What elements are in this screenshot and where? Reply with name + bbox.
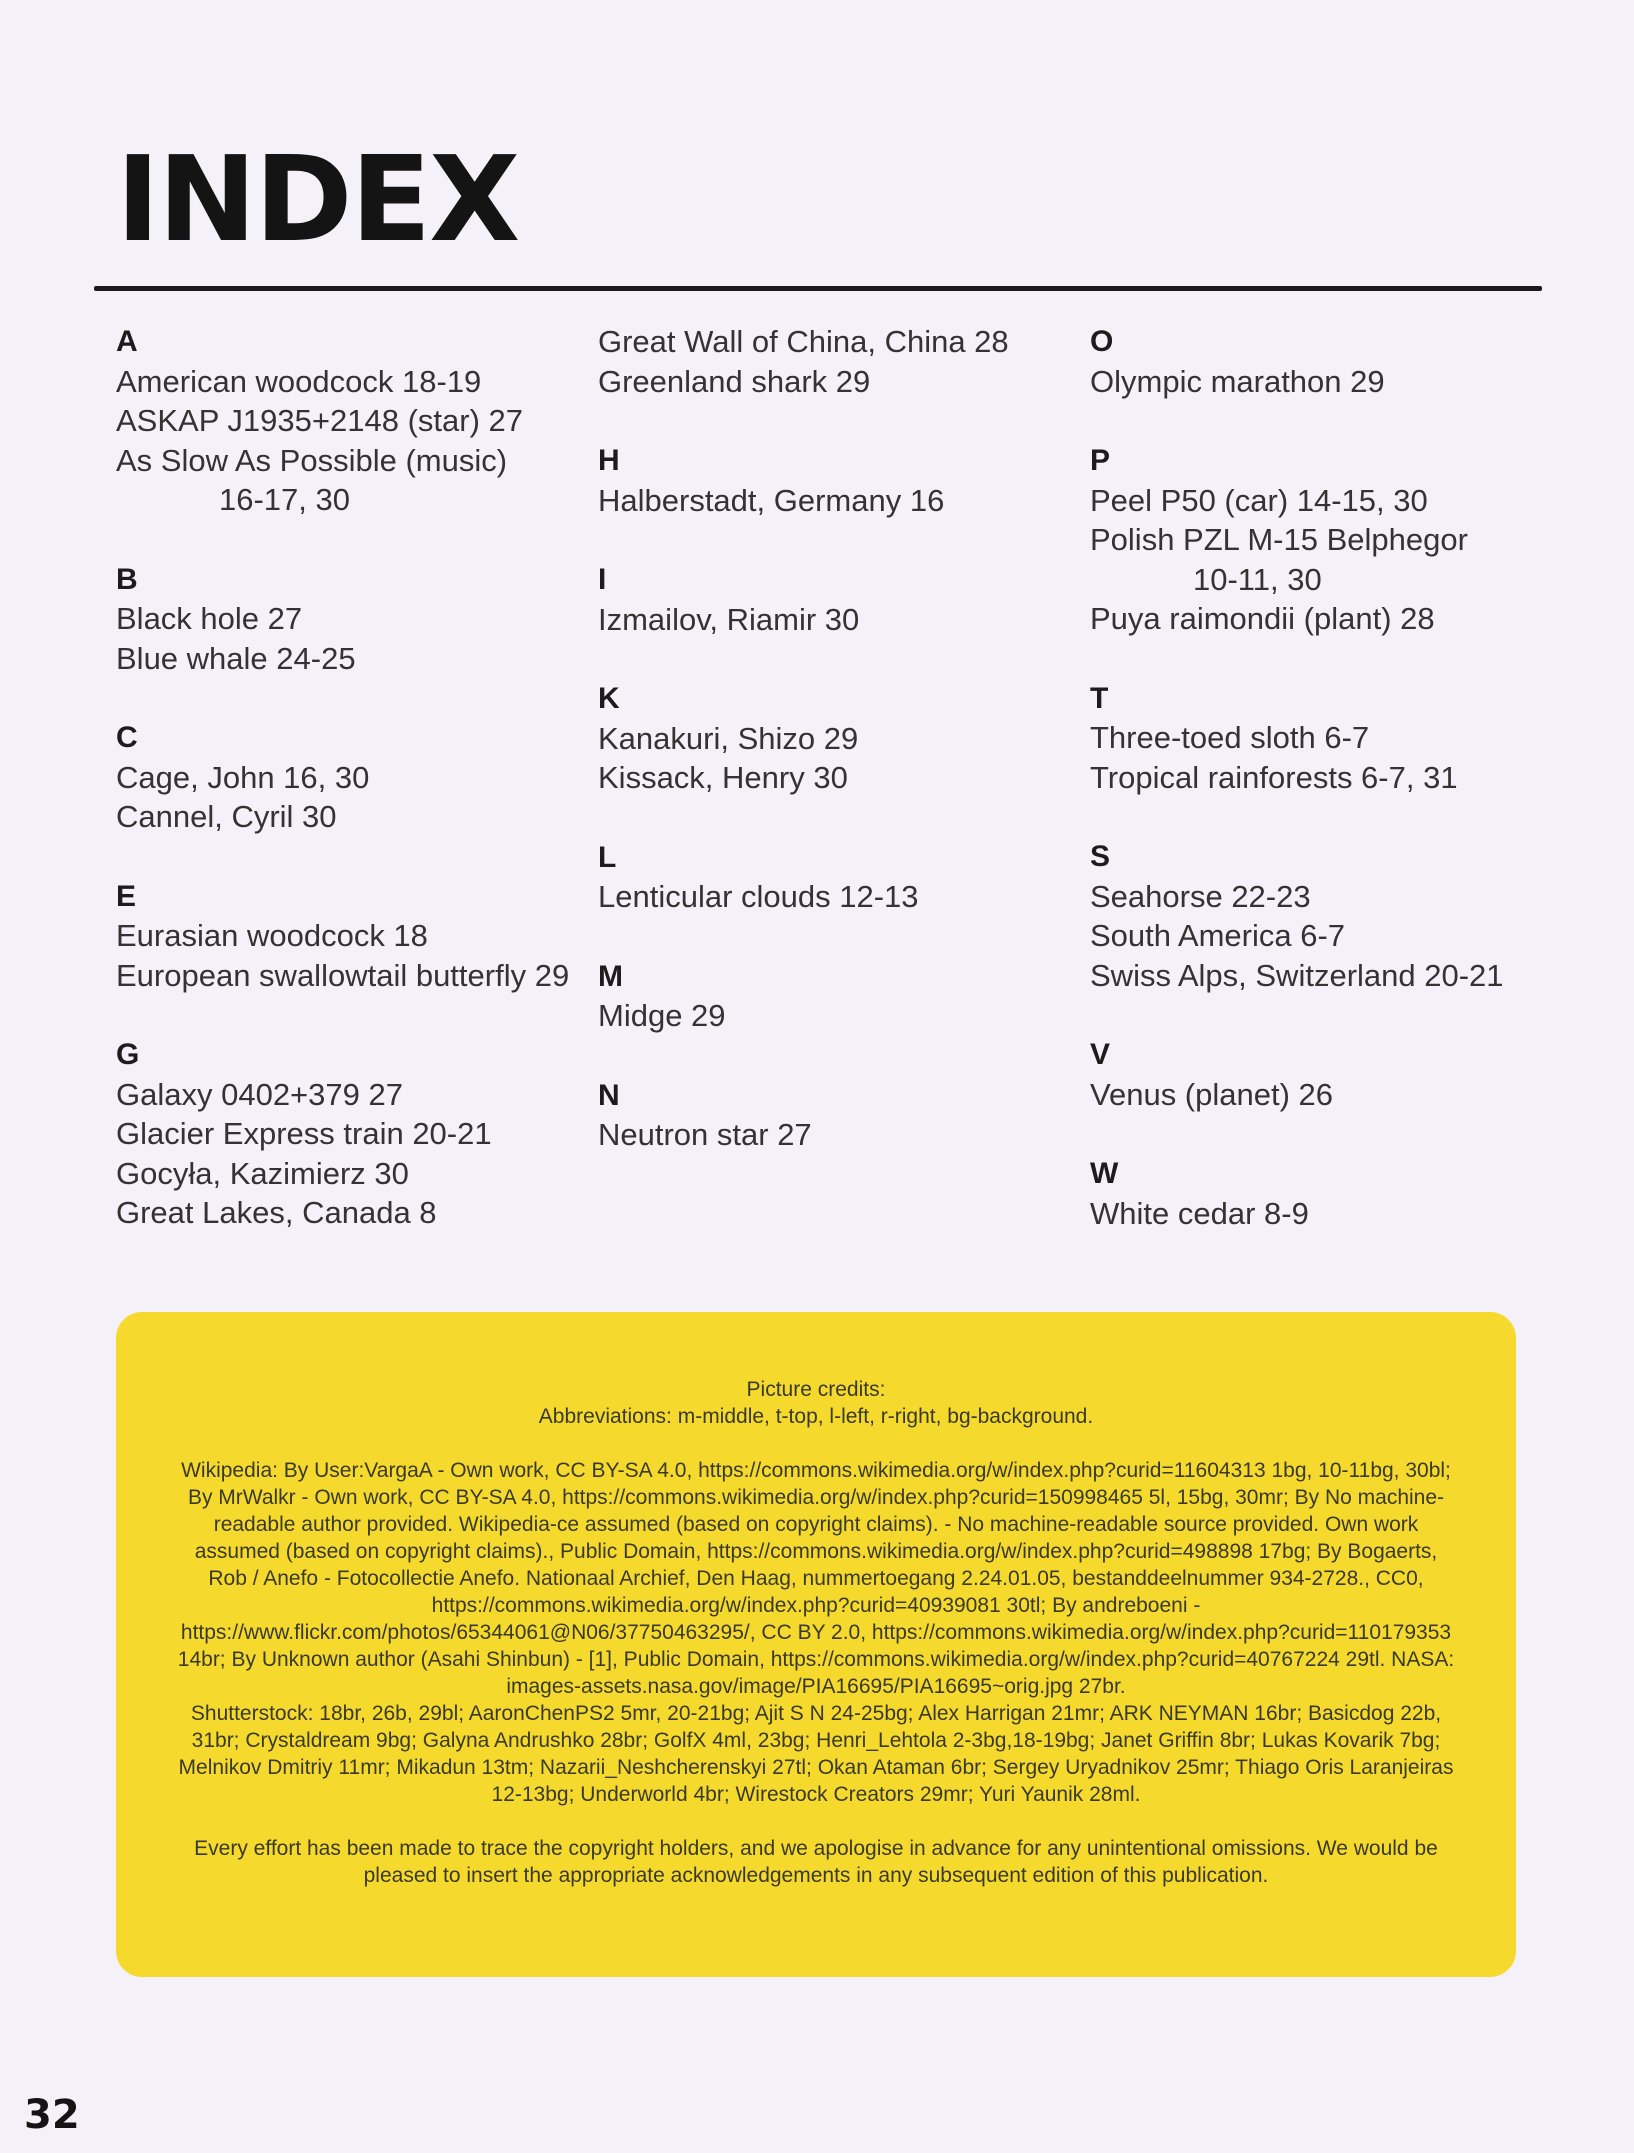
- index-letter: H: [598, 444, 620, 477]
- index-entry: American woodcock 18-19: [116, 363, 482, 399]
- index-entry: Cage, John 16, 30: [116, 759, 370, 795]
- index-group: [116, 877, 596, 996]
- index-entry: Eurasian woodcock 18: [116, 918, 428, 953]
- index-letter: G: [116, 1038, 140, 1071]
- index-letter: P: [1090, 444, 1111, 477]
- index-letter: E: [116, 879, 137, 913]
- page-title: INDEX: [116, 130, 519, 268]
- index-group: [1090, 837, 1570, 995]
- index-entry: Gocyła, Kazimierz 30: [116, 1155, 409, 1191]
- index-entry: Izmailov, Riamir 30: [598, 601, 860, 637]
- index-entry: Black hole 27: [116, 601, 303, 636]
- index-entry: Kissack, Henry 30: [598, 760, 848, 795]
- picture-credits-text: [176, 1376, 1456, 1889]
- index-group: [598, 957, 1078, 1036]
- index-group: [116, 1035, 596, 1233]
- index-entry: As Slow As Possible (music): [116, 442, 508, 478]
- index-entry: European swallowtail butterfly 29: [116, 957, 570, 993]
- index-group: [1090, 1035, 1570, 1114]
- index-entry: Olympic marathon 29: [1090, 363, 1385, 399]
- index-letter: M: [598, 959, 623, 993]
- index-entry: Seahorse 22-23: [1090, 878, 1311, 914]
- index-group: [1090, 322, 1570, 401]
- index-entry: White cedar 8-9: [1090, 1195, 1309, 1231]
- index-entry: South America 6-7: [1090, 918, 1346, 953]
- index-entry: Neutron star 27: [598, 1117, 812, 1152]
- index-column-1: [116, 322, 596, 1273]
- index-group: [598, 679, 1078, 798]
- index-entry: Cannel, Cyril 30: [116, 799, 337, 834]
- index-letter: T: [1090, 681, 1109, 715]
- picture-credits-box: [116, 1312, 1516, 1977]
- index-entry: Galaxy 0402+379 27: [116, 1076, 403, 1112]
- index-group: [598, 1076, 1078, 1155]
- index-letter: V: [1090, 1038, 1111, 1071]
- index-column-3: [1090, 322, 1570, 1273]
- index-entry: Halberstadt, Germany 16: [598, 482, 945, 518]
- index-group: [116, 718, 596, 837]
- credits-shutterstock: Shutterstock: 18br, 26b, 29bl; AaronChenPS2 5mr, 20-21bg; Ajit S N 24-25bg; Alex Harrigan 21mr; ARK NEYMAN 16br; Basicdog 22b, 31br; Crystaldream 9bg; Galyna Andrushko 28br; GolfX 4ml, 23bg; Henri_Lehtola 2-3bg,18-19bg; Janet Griffin 8br; Lukas Kovarik 7bg; Melnikov Dmitriy 11mr; Mikadun 13tm; Nazarii_Neshcherenskyi 27tl; Okan Ataman 6br; Sergey Uryadnikov 25mr; Thiago Oris Laranjeiras 12-13bg; Underworld 4br; Wirestock Creators 29mr; Yuri Yaunik 28ml.: [178, 1702, 1454, 1806]
- index-entry: Great Lakes, Canada 8: [116, 1195, 437, 1230]
- index-letter: S: [1090, 840, 1111, 873]
- index-entry: Midge 29: [598, 998, 726, 1033]
- index-entry: Polish PZL M-15 Belphegor: [1090, 522, 1468, 557]
- index-entry: Swiss Alps, Switzerland 20-21: [1090, 957, 1504, 993]
- index-letter: A: [116, 325, 138, 358]
- index-group: [598, 322, 1078, 401]
- credits-heading: Picture credits:: [746, 1378, 886, 1401]
- index-letter: O: [1090, 325, 1114, 358]
- index-entry: Great Wall of China, China 28: [598, 324, 1009, 359]
- index-entry: Greenland shark 29: [598, 363, 871, 399]
- index-entry: Lenticular clouds 12-13: [598, 879, 919, 914]
- index-group: [598, 441, 1078, 520]
- index-entry: Puya raimondii (plant) 28: [1090, 601, 1435, 636]
- index-entry: Venus (planet) 26: [1090, 1076, 1334, 1112]
- index-group: [598, 838, 1078, 917]
- index-group: [116, 560, 596, 679]
- index-entry: Glacier Express train 20-21: [116, 1116, 492, 1151]
- credits-abbreviations: Abbreviations: m-middle, t-top, l-left, r-right, bg-background.: [538, 1405, 1094, 1428]
- index-group: [1090, 1154, 1570, 1233]
- index-entry-continuation: 16-17, 30: [219, 482, 350, 517]
- index-group: [1090, 441, 1570, 639]
- title-divider: [94, 286, 1542, 291]
- credits-disclaimer: Every effort has been made to trace the copyright holders, and we apologise in advance for any unintentional omissions. We would be pleased to insert the appropriate acknowledgements in any subsequent edition of this publication.: [194, 1837, 1438, 1887]
- index-letter: L: [598, 840, 617, 874]
- index-letter: W: [1090, 1157, 1119, 1190]
- index-column-2: [598, 322, 1078, 1195]
- credits-wikipedia: Wikipedia: By User:VargaA - Own work, CC BY-SA 4.0, https://commons.wikimedia.org/w/index.php?curid=11604313 1bg, 10-11bg, 30bl; By MrWalkr - Own work, CC BY-SA 4.0, https://commons.wikimedia.org/w/index.php?curid=150998465 5l, 15bg, 30mr; By No machine-readable author provided. Wikipedia-ce assumed (based on copyright claims). - No machine-readable source provided. Own work assumed (based on copyright claims)., Public Domain, https://commons.wikimedia.org/w/index.php?curid=498898 17bg; By Bogaerts, Rob / Anefo - Fotocollectie Anefo. Nationaal Archief, Den Haag, nummertoegang 2.24.01.05, bestanddeelnummer 934-2728., CC0, https://commons.wikimedia.org/w/index.php?curid=40939081 30tl; By andreboeni - https://www.flickr.com/photos/65344061@N06/37750463295/, CC BY 2.0, https://commons.wikimedia.org/w/index.php?curid=110179353 14br; By Unknown author (Asahi Shinbun) - [1], Public Domain, https://commons.wikimedia.org/w/index.php?curid=40767224 29tl. NASA: images-assets.nasa.gov/image/PIA16695/PIA16695~orig.jpg 27br.: [177, 1459, 1455, 1698]
- page-number: 32: [24, 2092, 80, 2138]
- index-entry: Blue whale 24-25: [116, 640, 356, 676]
- index-group: [598, 560, 1078, 639]
- index-entry: Kanakuri, Shizo 29: [598, 720, 859, 756]
- index-letter: K: [598, 682, 620, 715]
- index-letter: N: [598, 1078, 620, 1112]
- index-letter: I: [598, 563, 607, 596]
- index-group: [1090, 679, 1570, 798]
- index-entry-continuation: 10-11, 30: [1193, 561, 1322, 597]
- index-entry: Tropical rainforests 6-7, 31: [1090, 759, 1458, 795]
- index-entry: Three-toed sloth 6-7: [1090, 720, 1370, 755]
- index-entry: ASKAP J1935+2148 (star) 27: [116, 403, 523, 438]
- index-letter: B: [116, 562, 138, 596]
- index-group: [116, 322, 596, 520]
- index-letter: C: [116, 721, 138, 754]
- index-entry: Peel P50 (car) 14-15, 30: [1090, 482, 1428, 518]
